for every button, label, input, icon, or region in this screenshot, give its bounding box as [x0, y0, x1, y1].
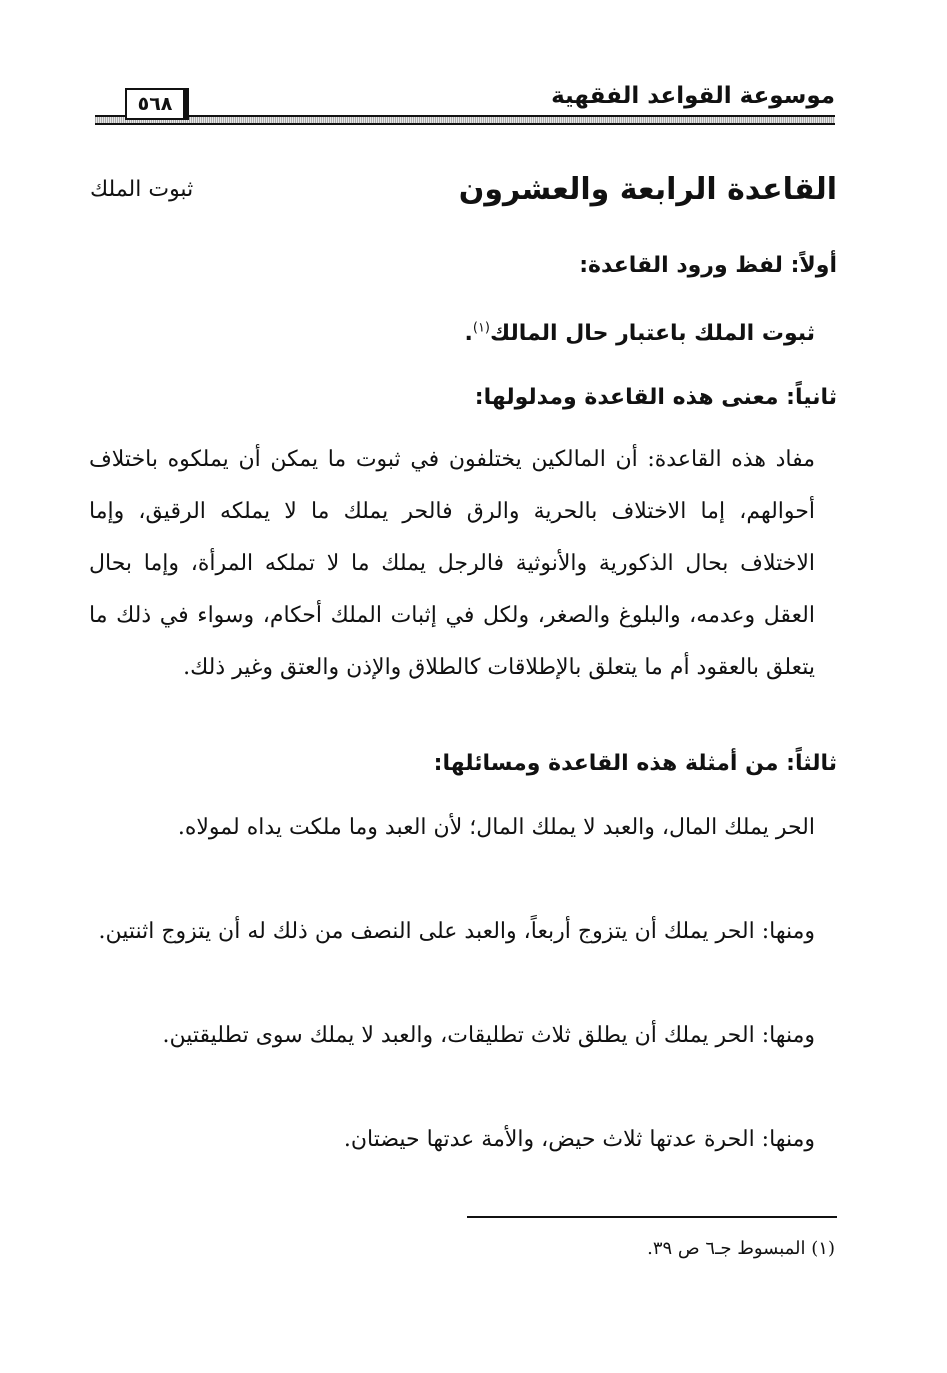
footnote-divider: [467, 1216, 837, 1218]
section-heading-meaning: ثانياً: معنى هذه القاعدة ومدلولها:: [474, 385, 837, 410]
meaning-paragraph: مفاد هذه القاعدة: أن المالكين يختلفون في ثبوت ما يمكن أن يملكوه باختلاف أحوالهم، إما الاختلاف بالحرية والرق فالحر يملك ما لا يملكه الرقيق، وإما الاختلاف بحال الذكورية والأنوثية فالرجل يملك ما لا تملكه المرأة، وإما بحال العقل وعدمه، والبلوغ والصغر، ولكل في إثبات الملك أحكام، وسواء في ذلك ما يتعلق بالعقود أم ما يتعلق بالإطلاقات كالطلاق والإذن والعتق وغير ذلك.: [89, 447, 815, 680]
section-heading-examples: ثالثاً: من أمثلة هذه القاعدة ومسائلها:: [433, 751, 837, 776]
example-paragraph: الحر يملك المال، والعبد لا يملك المال؛ لأن العبد وما ملكت يداه لمولاه.: [177, 815, 815, 840]
rule-statement-period: .: [464, 321, 473, 346]
book-title: موسوعة القواعد الفقهية: [551, 83, 835, 109]
rule-title: القاعدة الرابعة والعشرون: [458, 172, 837, 207]
page-number: ٥٦٨: [125, 88, 189, 120]
example-paragraph: ومنها: الحر يملك أن يتزوج أربعاً، والعبد على النصف من ذلك له أن يتزوج اثنتين.: [98, 919, 815, 944]
example-paragraph: ومنها: الحر يملك أن يطلق ثلاث تطليقات، والعبد لا يملك سوى تطليقتين.: [162, 1023, 815, 1048]
header-rule: [95, 115, 835, 125]
footnote-reference: (١): [472, 320, 490, 336]
footnote: (١) المبسوط جـ٦ ص ٣٩.: [647, 1238, 835, 1259]
rule-statement: [465, 316, 816, 352]
rule-statement-text: ثبوت الملك باعتبار حال المالك: [490, 321, 815, 346]
section-heading-wording: أولاً: لفظ ورود القاعدة:: [579, 253, 837, 278]
example-paragraph: ومنها: الحرة عدتها ثلاث حيض، والأمة عدتها حيضتان.: [343, 1127, 815, 1152]
running-header: [95, 78, 835, 132]
rule-keyword: ثبوت الملك: [90, 177, 194, 202]
